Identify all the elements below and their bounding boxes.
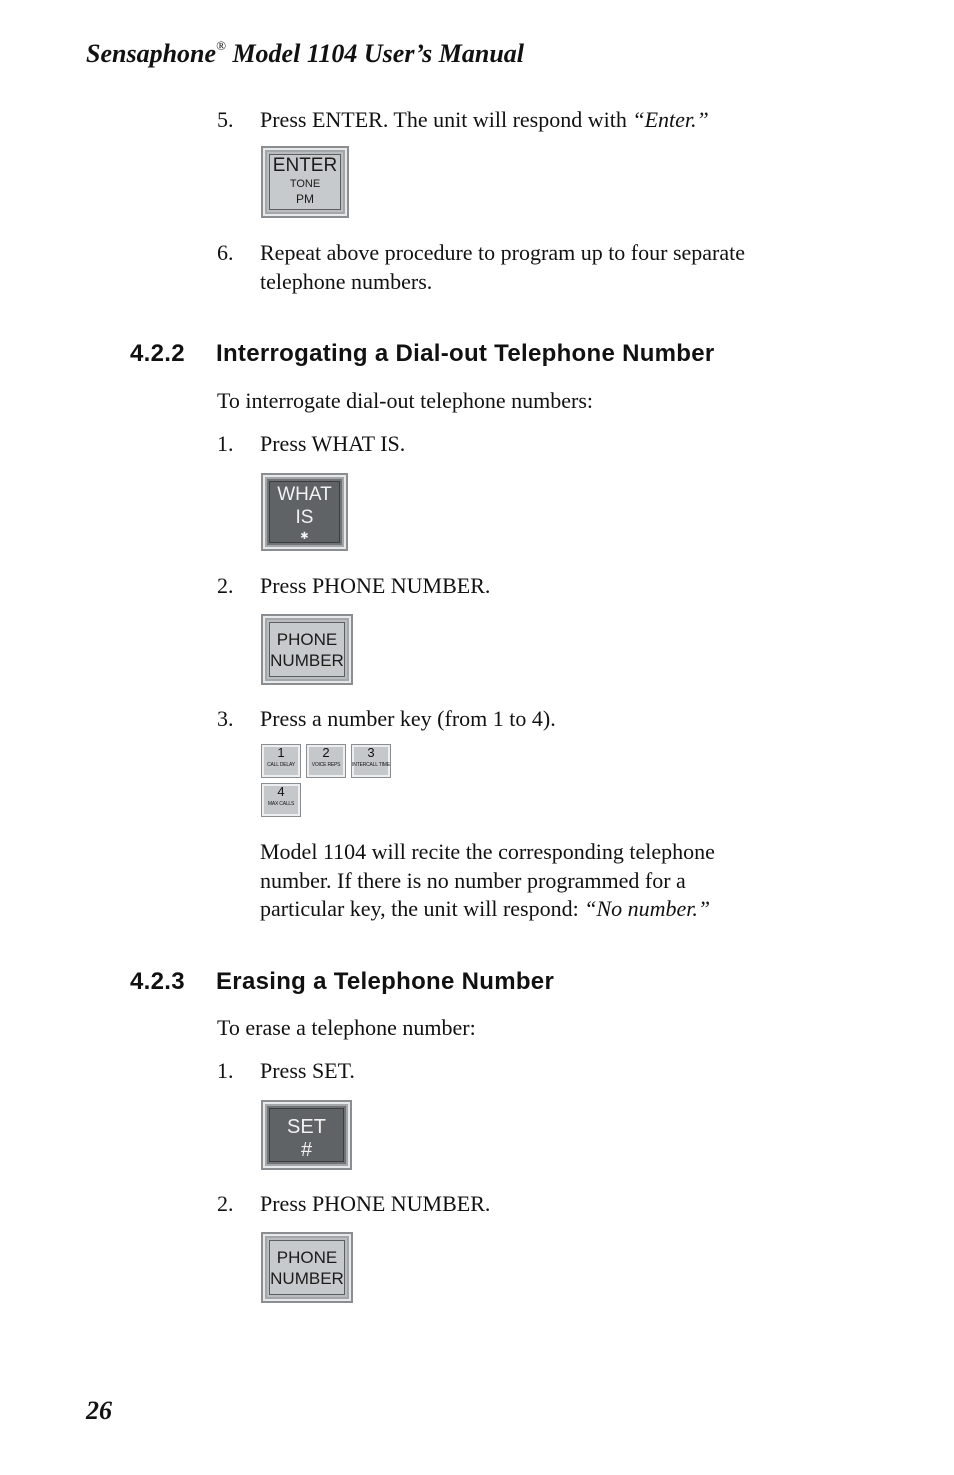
section-heading — [130, 968, 554, 996]
digit-key-3-image — [351, 744, 391, 778]
running-header — [86, 38, 524, 69]
section-number: 4.2.2 — [130, 340, 185, 367]
what-is-key-image — [261, 473, 348, 551]
phone-number-key-image — [261, 614, 353, 685]
key-label: SET — [287, 1116, 326, 1138]
note-text: number. If there is no number programmed for a — [260, 868, 686, 893]
key-digit: 1 — [277, 745, 285, 760]
brand-name: Sensaphone — [86, 39, 217, 68]
section-title: Erasing a Telephone Number — [216, 968, 555, 995]
key-sublabel: MAX CALLS — [267, 801, 295, 807]
key-sublabel: INTERCALL TIME — [352, 762, 390, 768]
step-number: 2. — [217, 1191, 234, 1216]
spoken-response: “No number.” — [584, 896, 711, 921]
digit-key-1-image — [261, 744, 301, 778]
key-digit: 3 — [367, 745, 375, 760]
note-text — [260, 894, 710, 923]
section-title: Interrogating a Dial-out Telephone Number — [216, 340, 715, 367]
key-label: PHONE — [276, 630, 338, 649]
key-digit: 4 — [277, 784, 285, 799]
step-text: Repeat above procedure to program up to four separate — [260, 240, 746, 265]
key-label: PHONE — [276, 1248, 338, 1267]
key-label: IS — [295, 507, 314, 528]
section-heading — [130, 340, 715, 368]
set-key-image — [261, 1100, 352, 1170]
step-number: 5. — [217, 107, 234, 132]
step-number: 2. — [217, 573, 234, 598]
manual-title: Model 1104 User’s Manual — [225, 39, 525, 68]
key-sublabel: TONE — [289, 178, 321, 190]
step-5-text: Press ENTER. The unit will respond with — [260, 107, 633, 132]
step-text: Press SET. — [260, 1058, 355, 1083]
key-sublabel: VOICE REPS — [311, 762, 341, 768]
step-number: 6. — [217, 240, 234, 265]
section-number: 4.2.3 — [130, 968, 185, 995]
key-digit: 2 — [322, 745, 330, 760]
step-number: 3. — [217, 706, 234, 731]
enter-key-image — [261, 146, 349, 218]
step-text: Press WHAT IS. — [260, 431, 406, 456]
section-intro: To erase a telephone number: — [217, 1015, 476, 1040]
step-number: 1. — [217, 1058, 234, 1083]
phone-number-key-image — [261, 1232, 353, 1303]
hash-icon: # — [300, 1139, 313, 1161]
registered-mark: ® — [216, 38, 226, 53]
key-label: ENTER — [272, 155, 338, 176]
step-number: 1. — [217, 431, 234, 456]
step-text: Press PHONE NUMBER. — [260, 573, 491, 598]
digit-key-4-image — [261, 783, 301, 817]
key-label: NUMBER — [270, 1269, 344, 1288]
note-line: particular key, the unit will respond: — [260, 896, 585, 921]
key-sublabel: PM — [296, 192, 314, 206]
key-label: WHAT — [277, 484, 332, 505]
key-label: NUMBER — [270, 651, 344, 670]
step-text: Press PHONE NUMBER. — [260, 1191, 491, 1216]
spoken-response: “Enter.” — [632, 107, 709, 132]
step-text: telephone numbers. — [260, 269, 433, 294]
page-number: 26 — [86, 1396, 112, 1425]
asterisk-icon: ✱ — [300, 531, 309, 542]
step-text — [260, 105, 709, 134]
digit-key-2-image — [306, 744, 346, 778]
note-text: Model 1104 will recite the corresponding telephone — [260, 839, 715, 864]
key-sublabel: CALL DELAY — [267, 762, 295, 768]
section-intro: To interrogate dial-out telephone numbers: — [217, 388, 594, 413]
step-text: Press a number key (from 1 to 4). — [260, 706, 556, 731]
